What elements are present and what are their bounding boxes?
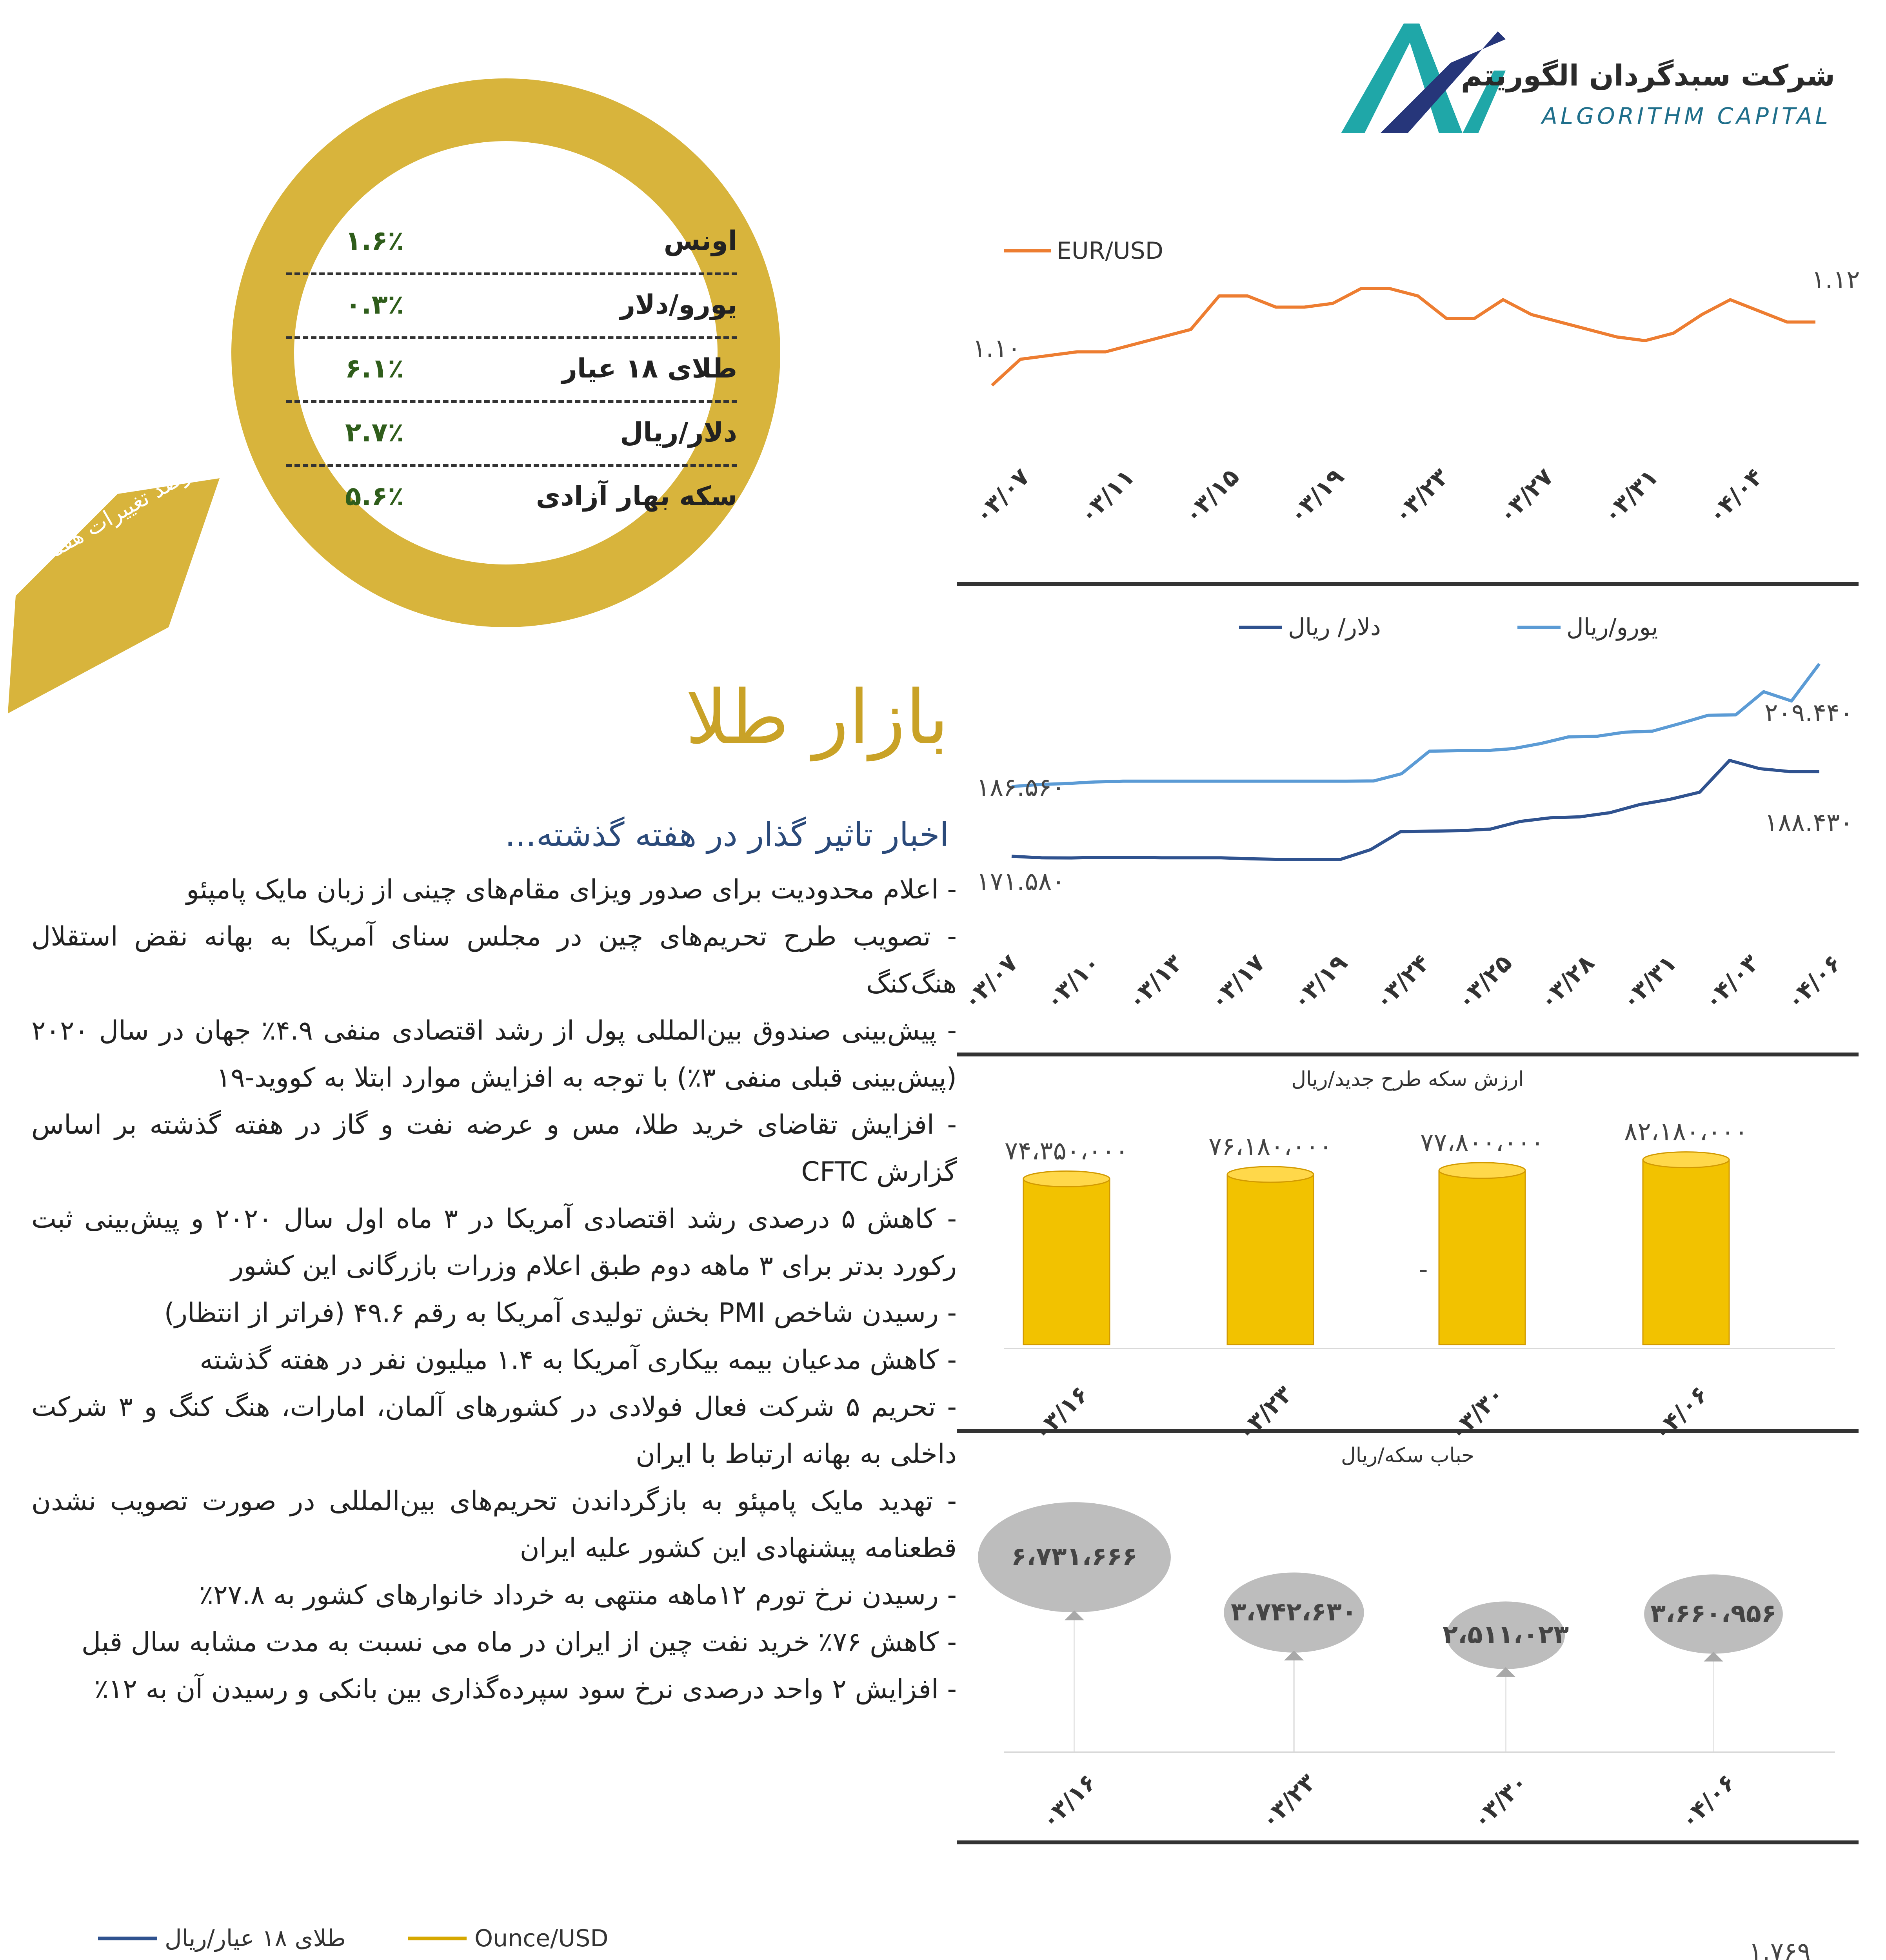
coin-bar-top bbox=[1227, 1167, 1314, 1182]
tick-label: ۰۴/۰۶ bbox=[1675, 1768, 1741, 1835]
news-item: - تحریم ۵ شرکت فعال فولادی در کشورهای آلمان، امارات، هنگ کنگ و ۳ شرکت داخلی به بهانه ارتباط با ایران bbox=[31, 1392, 957, 1470]
marker-label: - bbox=[1419, 1255, 1428, 1284]
tick-label: ۰۳/۱۶ bbox=[1036, 1768, 1102, 1835]
value-label: ۳،۷۴۲،۶۳۰ bbox=[1230, 1597, 1357, 1627]
tick-label: ۰۳/۲۳ bbox=[1388, 463, 1454, 530]
page-title: بازار طلا bbox=[685, 674, 949, 761]
news-item: - پیش‌بینی صندوق بین‌المللی پول از رشد اقتصادی منفی ۴.۹٪ جهان در سال ۲۰۲۰ (پیش‌بینی قبلی منفی ۳٪) با توجه به افزایش موارد ابتلا به کووید-۱۹ bbox=[31, 1015, 957, 1093]
tick-label: ۰۳/۲۴ bbox=[1369, 949, 1435, 1016]
weekly-row-value: ۰.۳٪ bbox=[345, 289, 404, 320]
data-label: ۱.۷۶۹ bbox=[1749, 1937, 1811, 1960]
news-item: - افزایش ۲ واحد درصدی نرخ سود سپرده‌گذاری بین بانکی و رسیدن آن به ۱۲٪ bbox=[94, 1674, 957, 1705]
weekly-changes-tag: درصد تغییرات هفتگی bbox=[24, 456, 203, 575]
value-label: ۸۲،۱۸۰،۰۰۰ bbox=[1624, 1117, 1748, 1147]
value-label: ۷۶،۱۸۰،۰۰۰ bbox=[1208, 1132, 1333, 1161]
chart-title: ارزش سکه طرح جدید/ریال bbox=[1291, 1067, 1524, 1091]
news-item: - کاهش مدعیان بیمه بیکاری آمریکا به ۱.۴ میلیون نفر در هفته گذشته bbox=[200, 1345, 957, 1376]
bubble-chart bbox=[957, 1435, 1859, 1846]
weekly-row-label: دلار/ریال bbox=[620, 417, 737, 448]
news-item: - رسیدن نرخ تورم ۱۲ماهه منتهی به خرداد خانوارهای کشور به ۲۷.۸٪ bbox=[199, 1580, 957, 1611]
legend-label: Ounce/USD bbox=[474, 1925, 609, 1952]
logo-name-fa: شرکت سبدگردان الگوریتم bbox=[1461, 59, 1835, 93]
legend-label: EUR/USD bbox=[1057, 237, 1163, 265]
data-label: ۱۷۱.۵۸۰ bbox=[976, 867, 1065, 896]
tick-label: ۰۳/۲۵ bbox=[1451, 949, 1518, 1016]
weekly-row bbox=[286, 469, 737, 528]
tick-label: ۰۳/۱۵ bbox=[1178, 463, 1245, 530]
data-label: ۱۸۶.۵۶۰ bbox=[976, 773, 1065, 802]
tick-label: ۰۳/۱۹ bbox=[1286, 949, 1353, 1016]
value-label: ۷۷،۸۰۰،۰۰۰ bbox=[1420, 1128, 1544, 1157]
coin-bar bbox=[1227, 1174, 1314, 1345]
data-label: ۱۸۸.۴۳۰ bbox=[1764, 808, 1853, 837]
news-item: - کاهش ۵ درصدی رشد اقتصادی آمریکا در ۳ ماه اول سال ۲۰۲۰ و پیش‌بینی ثبت رکورد بدتر برای ۳ ماهه دوم طبق اعلام وزرات بازرگانی این کشور bbox=[31, 1203, 957, 1281]
tick-label: ۰۳/۲۷ bbox=[1493, 463, 1559, 530]
value-label: ۷۴،۳۵۰،۰۰۰ bbox=[1004, 1136, 1129, 1166]
weekly-row bbox=[286, 278, 737, 339]
tick-label: ۰۴/۰۶ bbox=[1781, 949, 1847, 1016]
weekly-row-label: سکه بهار آزادی bbox=[536, 481, 737, 512]
series-line-0 bbox=[992, 289, 1815, 385]
coin-bar-top bbox=[1023, 1171, 1110, 1187]
tick-label: ۰۳/۲۸ bbox=[1534, 949, 1600, 1016]
weekly-row-value: ۶.۱٪ bbox=[345, 353, 404, 384]
tick-label: ۰۳/۱۹ bbox=[1283, 463, 1350, 530]
series-line-0 bbox=[1012, 664, 1819, 787]
tick-label: ۰۳/۲۳ bbox=[1232, 1380, 1298, 1447]
coin-bar bbox=[1643, 1160, 1729, 1345]
tick-label: ۰۳/۱۰ bbox=[1039, 949, 1106, 1016]
coin-bar-top bbox=[1643, 1152, 1729, 1168]
tick-label: ۰۳/۱۷ bbox=[1204, 949, 1271, 1016]
weekly-row-label: یورو/دلار bbox=[620, 289, 737, 320]
chart-title: حباب سکه/ریال bbox=[1341, 1444, 1475, 1467]
tick-label: ۰۳/۳۱ bbox=[1616, 949, 1683, 1016]
tick-label: ۰۳/۱۳ bbox=[1122, 949, 1188, 1016]
news-item: - افزایش تقاضای خرید طلا، مس و عرضه نفت و گاز در هفته گذشته بر اساس گزارش CFTC bbox=[31, 1109, 957, 1187]
tick-label: ۰۳/۰۷ bbox=[957, 949, 1024, 1016]
value-label: ۲،۵۱۱،۰۲۳ bbox=[1442, 1620, 1569, 1650]
coin-bar bbox=[1023, 1179, 1110, 1345]
tick-label: ۰۳/۰۷ bbox=[969, 463, 1036, 530]
weekly-row-label: طلای ۱۸ عیار bbox=[561, 353, 737, 384]
tick-label: ۰۳/۳۰ bbox=[1467, 1768, 1534, 1835]
news-item: - رسیدن شاخص PMI بخش تولیدی آمریکا به رقم ۴۹.۶ (فراتر از انتظار) bbox=[164, 1298, 957, 1328]
weekly-row-label: اونس bbox=[663, 225, 737, 256]
weekly-row-value: ۵.۶٪ bbox=[345, 481, 404, 512]
data-label: ۱.۱۰ bbox=[972, 334, 1021, 363]
tick-label: ۰۴/۰۴ bbox=[1702, 463, 1769, 530]
weekly-row bbox=[286, 405, 737, 467]
legend-label: یورو/ریال bbox=[1566, 613, 1658, 641]
value-label: ۳،۶۶۰،۹۵۶ bbox=[1650, 1599, 1777, 1628]
news-list bbox=[31, 866, 957, 1713]
gold-chart bbox=[31, 1893, 1855, 1960]
news-item: - تصویب طرح تحریم‌های چین در مجلس سنای آمریکا به بهانه نقض استقلال هنگ‌کنگ bbox=[31, 921, 957, 999]
weekly-row-value: ۲.۷٪ bbox=[345, 417, 404, 448]
news-item: - کاهش ۷۶٪ خرید نفت چین از ایران در ماه می نسبت به مدت مشابه سال قبل bbox=[81, 1627, 957, 1658]
tick-label: ۰۳/۳۰ bbox=[1443, 1380, 1510, 1447]
tick-label: ۰۴/۰۶ bbox=[1647, 1380, 1714, 1447]
logo-name-en: ALGORITHM CAPITAL bbox=[1542, 103, 1831, 129]
news-item: - تهدید مایک پامپئو به بازگرداندن تحریم‌های بین‌المللی در صورت تصویب نشدن قطعنامه پیشنهادی این کشور علیه ایران bbox=[31, 1486, 957, 1564]
news-item: - اعلام محدودیت برای صدور ویزای مقام‌های چینی از زبان مایک پامپئو bbox=[186, 874, 957, 905]
coin-bar-top bbox=[1439, 1163, 1525, 1178]
weekly-row-value: ۱.۶٪ bbox=[345, 225, 404, 256]
tick-label: ۰۴/۰۳ bbox=[1698, 949, 1765, 1016]
tick-label: ۰۳/۱۱ bbox=[1074, 463, 1140, 530]
eurusd-chart bbox=[957, 220, 1859, 588]
legend-label: طلای ۱۸ عیار/ریال bbox=[165, 1925, 346, 1952]
data-label: ۲۰۹.۴۴۰ bbox=[1764, 699, 1853, 728]
weekly-row bbox=[286, 341, 737, 403]
value-label: ۶،۷۳۱،۶۶۶ bbox=[1011, 1542, 1138, 1572]
legend-label: دلار/ ریال bbox=[1288, 613, 1381, 641]
tick-label: ۰۳/۳۱ bbox=[1597, 463, 1664, 530]
series-line-1 bbox=[1012, 760, 1819, 859]
coin-bar bbox=[1439, 1171, 1525, 1345]
coin-chart bbox=[957, 1058, 1859, 1447]
tick-label: ۰۳/۱۶ bbox=[1028, 1380, 1094, 1447]
weekly-row bbox=[286, 214, 737, 275]
news-subtitle: اخبار تاثیر گذار در هفته گذشته... bbox=[505, 815, 949, 854]
data-label: ۱.۱۲ bbox=[1812, 265, 1860, 294]
tick-label: ۰۳/۲۳ bbox=[1255, 1768, 1322, 1835]
rial-chart bbox=[957, 588, 1859, 1058]
